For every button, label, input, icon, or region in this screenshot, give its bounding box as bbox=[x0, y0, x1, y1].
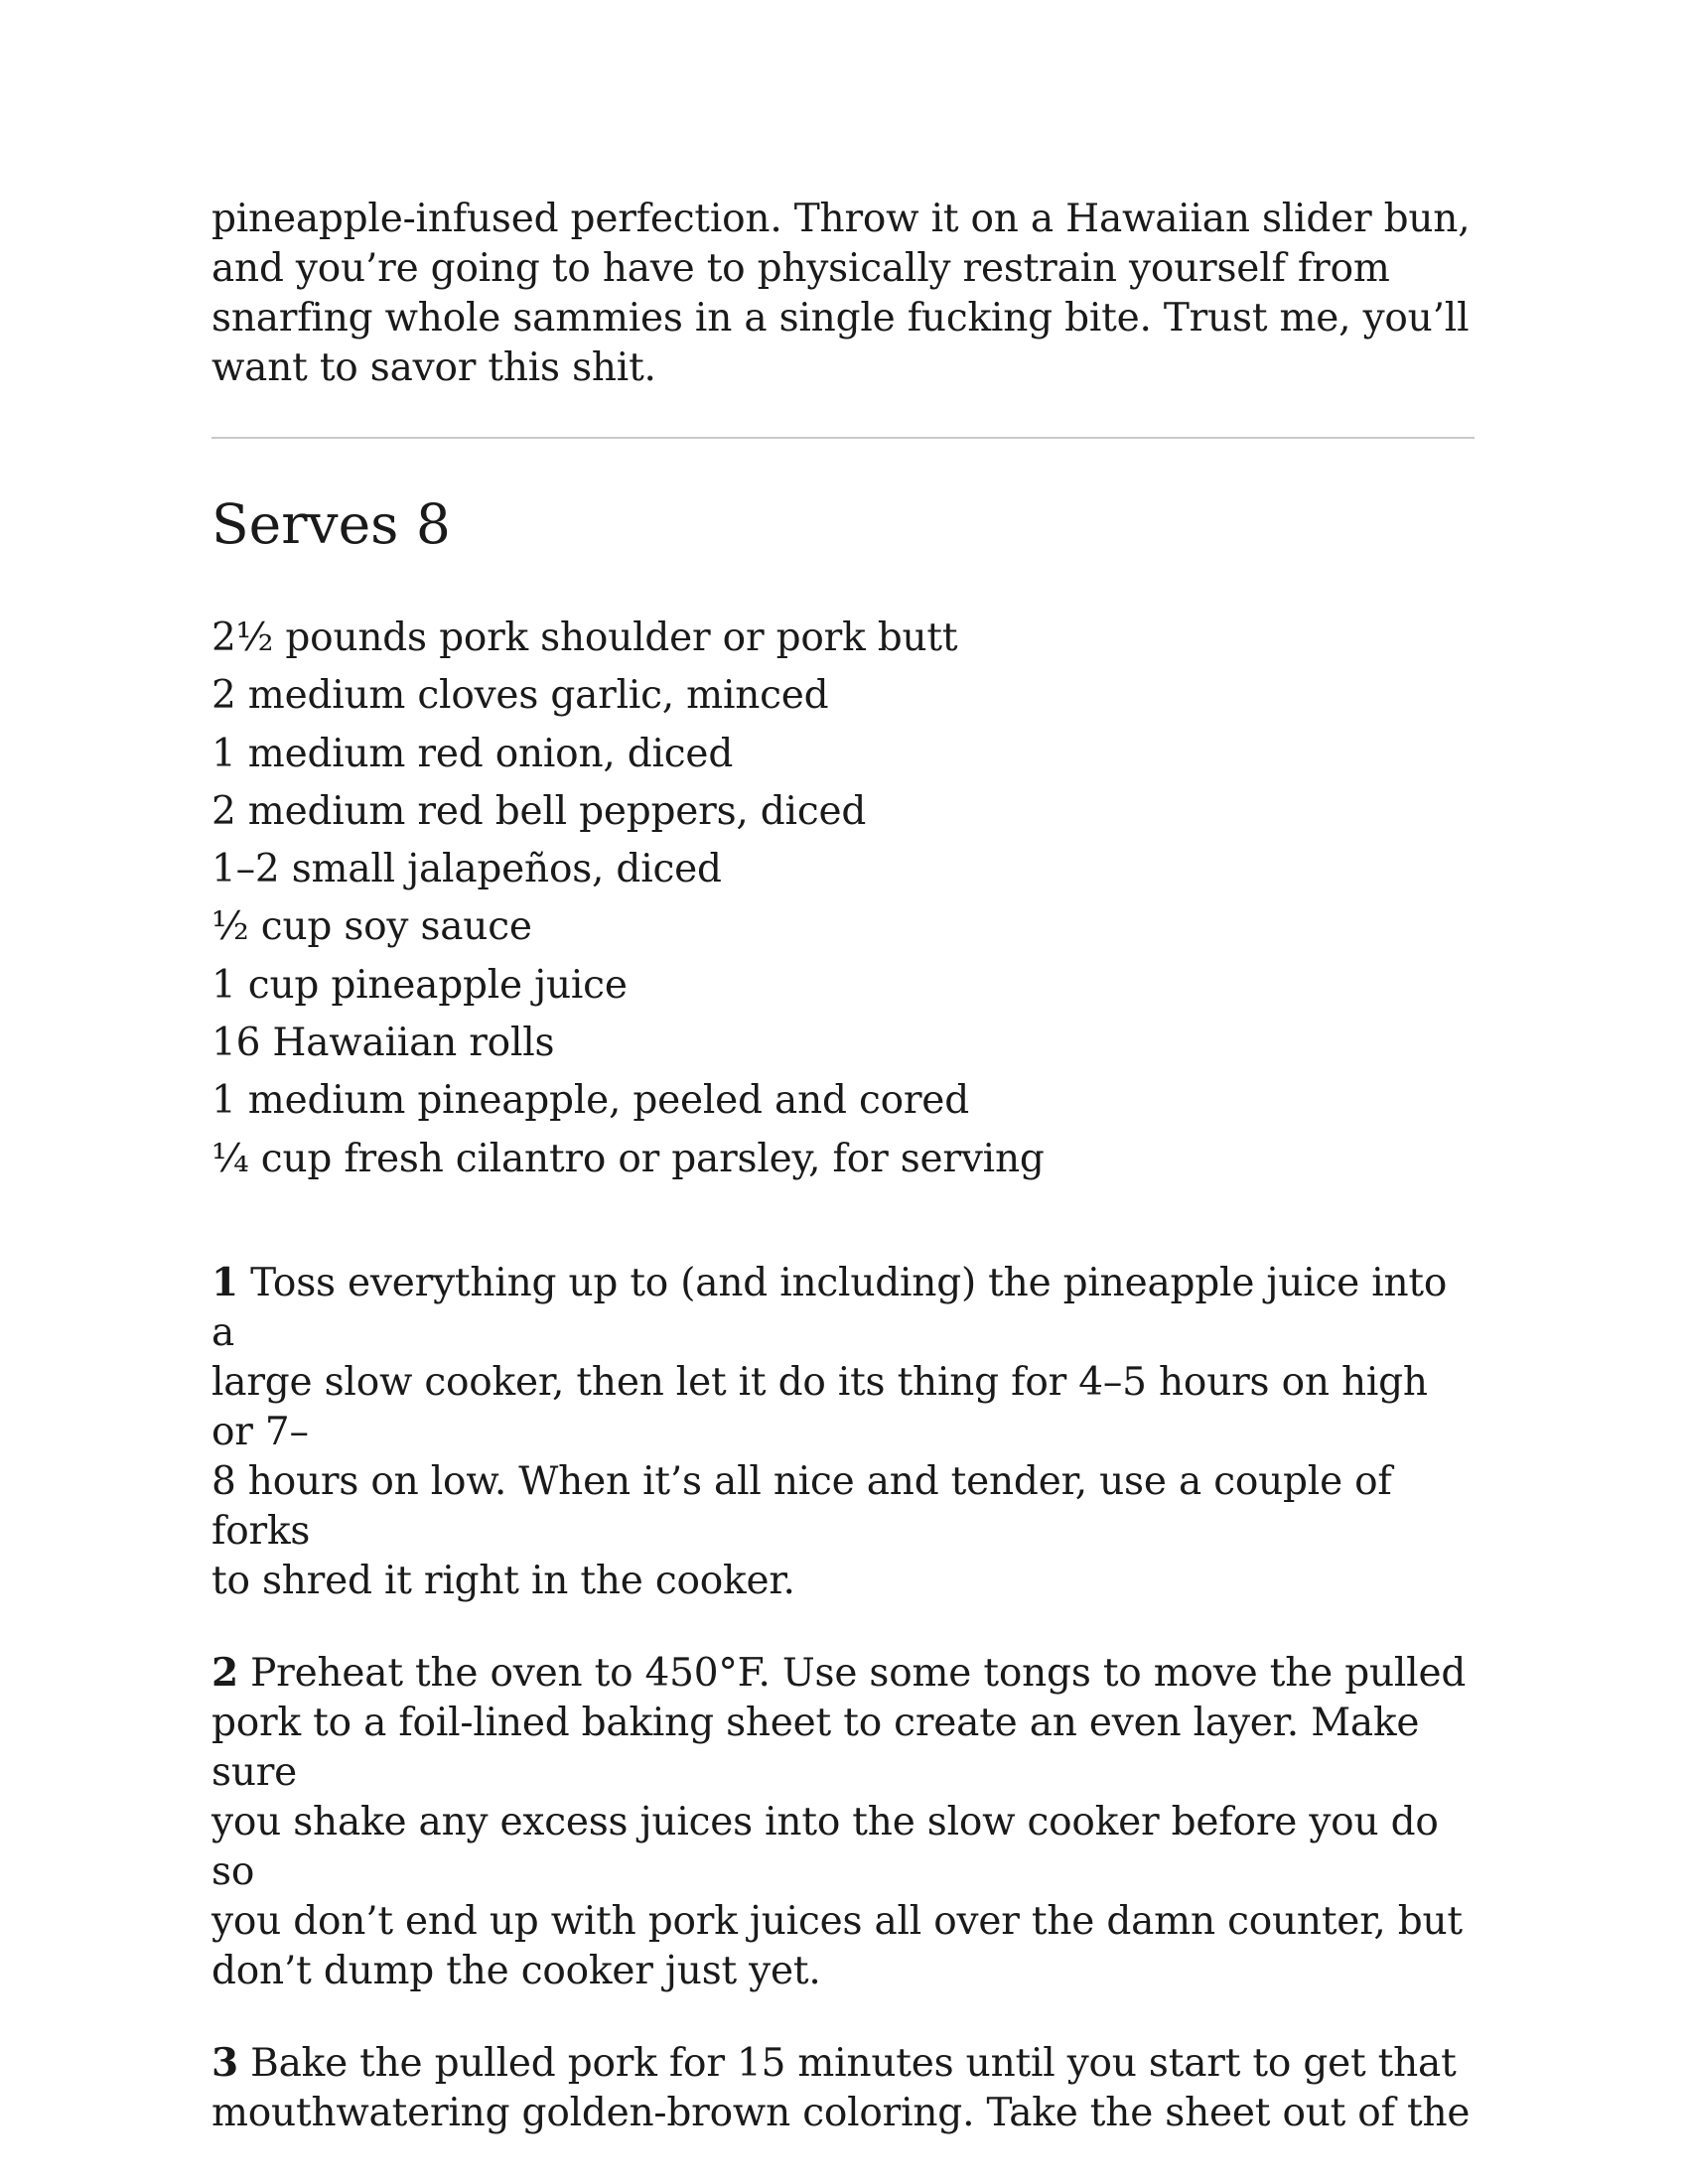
step-text: Bake the pulled pork for 15 minutes until you start to get that mouthwatering golden-brown coloring. Take the sheet out of the bbox=[211, 2040, 1471, 2135]
recipe-page bbox=[211, 195, 1475, 2180]
step-number: 2 bbox=[211, 1649, 238, 1696]
ingredient-item: 1–2 small jalapeños, diced bbox=[211, 847, 722, 892]
instruction-steps bbox=[211, 1258, 1475, 2138]
ingredient-item: 1 medium red onion, diced bbox=[211, 731, 734, 776]
ingredient-item: ½ cup soy sauce bbox=[211, 904, 532, 950]
ingredient-item: 1 cup pineapple juice bbox=[211, 962, 628, 1008]
step-3 bbox=[211, 2038, 1475, 2138]
step-2 bbox=[211, 1648, 1475, 1996]
ingredient-item: ¼ cup fresh cilantro or parsley, for serving bbox=[211, 1136, 1045, 1181]
section-divider bbox=[211, 437, 1475, 439]
ingredient-item: 16 Hawaiian rolls bbox=[211, 1021, 555, 1066]
ingredient-item: 2 medium cloves garlic, minced bbox=[211, 673, 829, 719]
ingredient-item: 2½ pounds pork shoulder or pork butt bbox=[211, 615, 958, 660]
intro-paragraph: pineapple-infused perfection. Throw it on a Hawaiian slider bun, and you’re going to have to physically restrain yourself from snarfing whole sammies in a single fucking bite. Trust me, you’ll want to savor this shit. bbox=[211, 197, 1471, 390]
step-1 bbox=[211, 1258, 1475, 1606]
serves-heading: Serves 8 bbox=[211, 492, 451, 556]
ingredient-item: 2 medium red bell peppers, diced bbox=[211, 788, 867, 834]
ingredient-list bbox=[211, 610, 1475, 1188]
step-text: Toss everything up to (and including) the pineapple juice into a large slow cooker, then let it do its thing for 4–5 hours on high or 7– 8 hours on low. When it’s all nice and tender, use a couple of forks to shred it right in the cooker. bbox=[211, 1260, 1448, 1603]
step-number: 3 bbox=[211, 2039, 238, 2086]
ingredient-item: 1 medium pineapple, peeled and cored bbox=[211, 1078, 969, 1124]
step-text: Preheat the oven to 450°F. Use some tongs to move the pulled pork to a foil-lined baking sheet to create an even layer. Make sure you shake any excess juices into the slow cooker before you do so you don’t end up with pork juices all over the damn counter, but don’t dump the cooker just yet. bbox=[211, 1650, 1467, 1993]
step-number: 1 bbox=[211, 1259, 238, 1305]
